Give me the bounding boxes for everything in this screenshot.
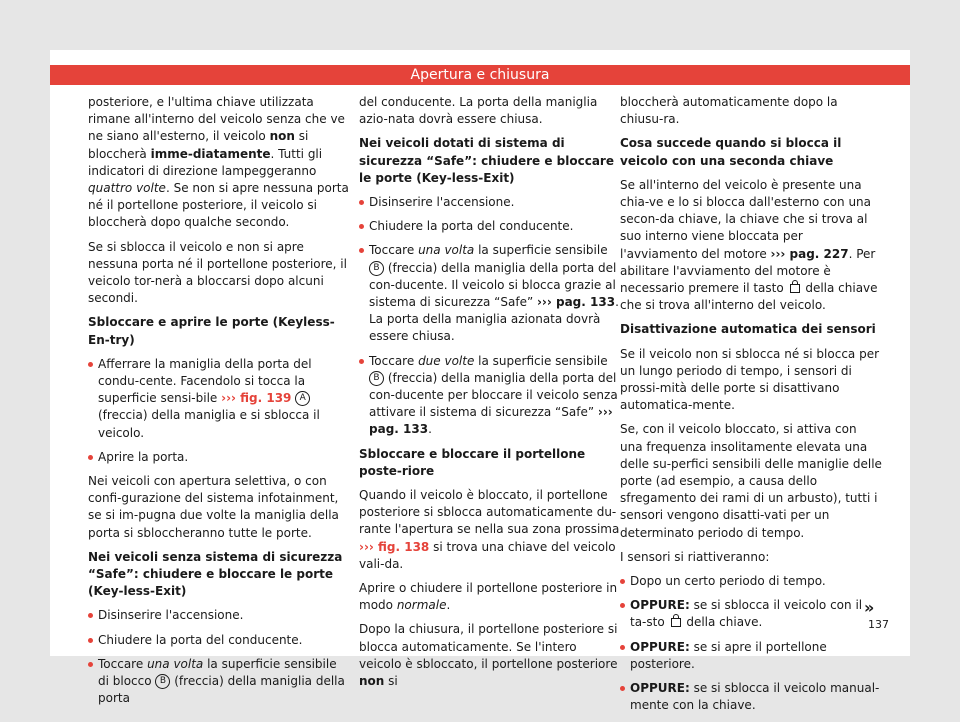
bullet-item: Toccare una volta la superficie sensibile B (freccia) della maniglia della porta del con-ducente. Il veicolo si blocca grazie al sistema di sicurezza “Safe” ››› pag. 133. La porta della maniglia azionata dovrà essere chiusa. <box>359 242 621 345</box>
bullet-item: Afferrare la maniglia della porta del condu-cente. Facendolo si tocca la superficie sensi-bile ››› fig. 139 A (freccia) della maniglia e si sblocca il veicolo. <box>88 356 350 442</box>
bullet-dot <box>620 686 625 691</box>
paragraph: Dopo la chiusura, il portellone posteriore si blocca automaticamente. Se l'intero veicolo è sbloccato, il portellone posteriore non si <box>359 622 618 689</box>
paragraph: Aprire o chiudere il portellone posteriore in modo normale. <box>359 581 618 613</box>
subheading: Nei veicoli dotati di sistema di sicurezza “Safe”: chiudere e bloccare le porte (Key-less-Exit) <box>359 136 614 185</box>
paragraph: del conducente. La porta della maniglia azio-nata dovrà essere chiusa. <box>359 95 598 127</box>
label-a-icon: A <box>295 391 310 406</box>
bullet-dot <box>359 200 364 205</box>
bullet-item: OPPURE: se si sblocca il veicolo manual-mente con la chiave. <box>620 680 882 714</box>
bullet-dot <box>620 645 625 650</box>
page-reference-link[interactable]: ››› pag. 133 <box>536 295 616 310</box>
page-number: 137 <box>868 618 889 631</box>
subheading: Nei veicoli senza sistema di sicurezza “Safe”: chiudere e bloccare le porte (Key-less-Exit) <box>88 549 343 599</box>
lock-icon <box>790 284 800 293</box>
label-b-icon: B <box>369 371 384 386</box>
paragraph: Se il veicolo non si sblocca né si blocca per un lungo periodo di tempo, i sensori di prossi-mità delle porte si disattivano automatica-mente. <box>620 346 880 413</box>
paragraph: Se si sblocca il veicolo e non si apre nessuna porta né il portellone posteriore, il veicolo tor-nerà a bloccarsi dopo alcuni secondi. <box>88 239 347 306</box>
paragraph: posteriore, e l'ultima chiave utilizzata rimane all'interno del veicolo senza che ve ne siano all'esterno, il veicolo non si bloccherà imme-diatamente. Tutti gli indicatori di direzione lampeggeranno quattro volte. Se non si apre nessuna porta né il portellone posteriore, il veicolo si bloccherà dopo qualche secondo. <box>88 95 349 230</box>
subheading: Sbloccare e aprire le porte (Keyless-En-try) <box>88 315 335 347</box>
bullet-item: Toccare due volte la superficie sensibile B (freccia) della maniglia della porta del con-ducente per bloccare il veicolo senza attivare il sistema di sicurezza “Safe” ››› pag. 133. <box>359 353 621 439</box>
bullet-dot <box>88 662 93 667</box>
lock-icon <box>671 618 681 627</box>
bullet-item: OPPURE: se si apre il portellone posteriore. <box>620 639 882 673</box>
bullet-item: Dopo un certo periodo di tempo. <box>620 573 882 590</box>
subheading: Sbloccare e bloccare il portellone poste-riore <box>359 446 586 478</box>
page-reference-link[interactable]: ››› pag. 133 <box>369 405 613 437</box>
bullet-item: Toccare una volta la superficie sensibile di blocco B (freccia) della maniglia della porta <box>88 656 350 708</box>
bullet-item: Disinserire l'accensione. <box>359 194 621 211</box>
bullet-dot <box>88 455 93 460</box>
bullet-dot <box>88 613 93 618</box>
figure-reference-link[interactable]: ››› fig. 139 <box>221 391 292 406</box>
section-header: Apertura e chiusura <box>50 65 910 85</box>
figure-reference-link[interactable]: ››› fig. 138 <box>359 539 430 554</box>
text-column-3 <box>620 94 882 722</box>
page-reference-link[interactable]: ››› pag. 227 <box>770 246 849 261</box>
paragraph: Quando il veicolo è bloccato, il portellone posteriore si sblocca automaticamente du-rante l'apertura se nella sua zona prossima ››› fig. 138 si trova una chiave del veicolo vali-da. <box>359 488 620 571</box>
bullet-dot <box>88 362 93 367</box>
bullet-dot <box>620 603 625 608</box>
bullet-item: Aprire la porta. <box>88 449 350 466</box>
label-b-icon: B <box>155 674 170 689</box>
subheading: Cosa succede quando si blocca il veicolo con una seconda chiave <box>620 136 842 168</box>
bullet-dot <box>88 638 93 643</box>
paragraph: Se all'interno del veicolo è presente una chia-ve e lo si blocca dall'esterno con una secon-da chiave, la chiave che si trova al suo interno viene bloccata per l'avviamento del motore ››› pag. 227. Per abilitare l'avviamento del motore è necessario premere il tasto della chiave che si trova all'interno del veicolo. <box>620 177 878 313</box>
paragraph: I sensori si riattiveranno: <box>620 549 770 564</box>
paragraph: bloccherà automaticamente dopo la chiusu-ra. <box>620 95 838 127</box>
label-b-icon: B <box>369 261 384 276</box>
paragraph: Nei veicoli con apertura selettiva, o con confi-gurazione del sistema infotainment, se si im-pugna due volte la maniglia della porta si sbloccheranno tutte le porte. <box>88 474 339 540</box>
bullet-item: Disinserire l'accensione. <box>88 607 350 624</box>
bullet-dot <box>359 359 364 364</box>
bullet-dot <box>359 248 364 253</box>
paragraph: Se, con il veicolo bloccato, si attiva con una frequenza insolitamente elevata una delle su-perfici sensibili delle maniglie delle porte (ad esempio, a causa dello sfregamento dei rami di un arbusto), tutti i sensori vengono disatti-vati per un determinato periodo di tempo. <box>620 422 882 540</box>
text-column-2 <box>359 94 621 697</box>
bullet-item: Chiudere la porta del conducente. <box>359 218 621 235</box>
text-column-1 <box>88 94 350 715</box>
bullet-item: Chiudere la porta del conducente. <box>88 632 350 649</box>
continue-marker: » <box>864 598 875 617</box>
bullet-item: OPPURE: se si sblocca il veicolo con il ta-sto della chiave. <box>620 597 882 631</box>
bullet-dot <box>359 224 364 229</box>
bullet-dot <box>620 579 625 584</box>
subheading: Disattivazione automatica dei sensori <box>620 322 876 337</box>
